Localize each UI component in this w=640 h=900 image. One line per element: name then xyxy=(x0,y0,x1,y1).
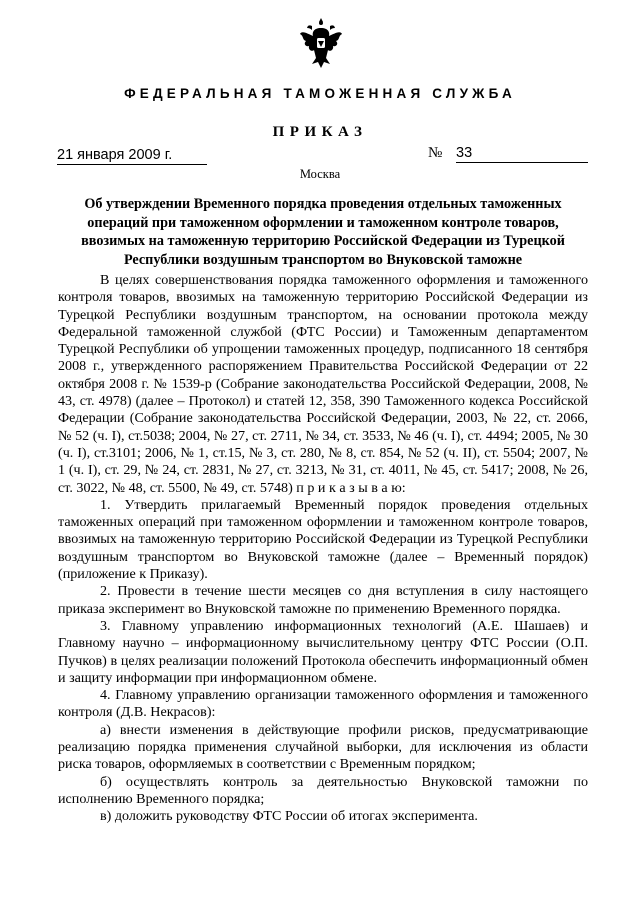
coat-of-arms-emblem xyxy=(298,14,344,70)
paragraph-item-4: 4. Главному управлению организации таможенного оформления и таможенного контроля (Д.В. Некрасов): xyxy=(58,687,588,721)
document-type: ПРИКАЗ xyxy=(272,124,368,140)
paragraph-preamble: В целях совершенствования порядка таможенного оформления и таможенного контроля товаров, ввозимых на таможенную территорию Российской Федерации из Турецкой Республики воздушным транспортом, на основании протокола между Федеральной таможенной службой (ФТС России) и Таможенным департаментом Турецкой Республики об упрощении таможенных процедур, подписанного 18 сентября 2008 г., утвержденного распоряжением Правительства Российской Федерации от 22 октября 2008 г. № 1539-р (Собрание законодательства Российской Федерации, 2008, № 43, ст. 4978) (далее – Протокол) и статей 12, 358, 390 Таможенного кодекса Российской Федерации (Собрание законодательства Российской Федерации, 2003, № 22, ст. 2066, № 52 (ч. I), ст.5038; 2004, № 27, ст. 2711, № 34, ст. 3533, № 46 (ч. I), ст. 4494; 2005, № 30 (ч. I), ст.3101; 2006, № 1, ст.15, № 3, ст. 280, № 8, ст. 854, № 52 (ч. II), ст. 5504; 2007, № 1 (ч. I), ст. 29, № 24, ст. 2831, № 27, ст. 3213, № 31, ст. 4011, № 45, ст. 5417; 2008, № 26, ст. 3022, № 48, ст. 5500, № 49, ст. 5748) п р и к а з ы в а ю: xyxy=(58,272,588,496)
city: Москва xyxy=(299,167,341,181)
paragraph-item-3: 3. Главному управлению информационных технологий (А.Е. Шашаев) и Главному научно – информационному вычислительному центру ФТС России (О.П. Пучков) в целях реализации положений Протокола обеспечить информационный обмен и защиту информации при информационном обмене. xyxy=(58,617,588,686)
paragraph-item-4a: а) внести изменения в действующие профили рисков, предусматривающие реализацию порядка применения случайной выборки, для исключения из области риска товаров, оформляемых в соответствии с Временным порядком; xyxy=(58,721,588,773)
paragraph-item-1: 1. Утвердить прилагаемый Временный порядок проведения отдельных таможенных операций при таможенном оформлении и таможенном контроле товаров, ввозимых на таможенную территорию Российской Федерации из Турецкой Республики воздушным транспортом во Внуковской таможне (далее – Временный порядок) (приложение к Приказу). xyxy=(58,496,588,583)
paragraph-item-4c: в) доложить руководству ФТС России об итогах эксперимента. xyxy=(100,808,478,825)
paragraph-item-4b: б) осуществлять контроль за деятельностью Внуковской таможни по исполнению Временного порядка; xyxy=(58,773,588,807)
document-body xyxy=(58,272,588,826)
agency-name: ФЕДЕРАЛЬНАЯ ТАМОЖЕННАЯ СЛУЖБА xyxy=(124,86,516,101)
order-date: 21 января 2009 г. xyxy=(57,147,207,165)
order-number: 33 xyxy=(456,144,588,163)
paragraph-item-2: 2. Провести в течение шести месяцев со дня вступления в силу настоящего приказа эксперимент во Внуковской таможне по применению Временного порядка. xyxy=(58,583,588,617)
order-number-field xyxy=(428,144,588,163)
document-title: Об утверждении Временного порядка проведения отдельных таможенных операций при таможенном оформлении и таможенном контроле товаров, ввозимых на таможенную территорию Российской Федерации из Турецкой Республики воздушным транспортом во Внуковской таможне xyxy=(81,196,565,268)
number-sign: № xyxy=(428,145,443,161)
